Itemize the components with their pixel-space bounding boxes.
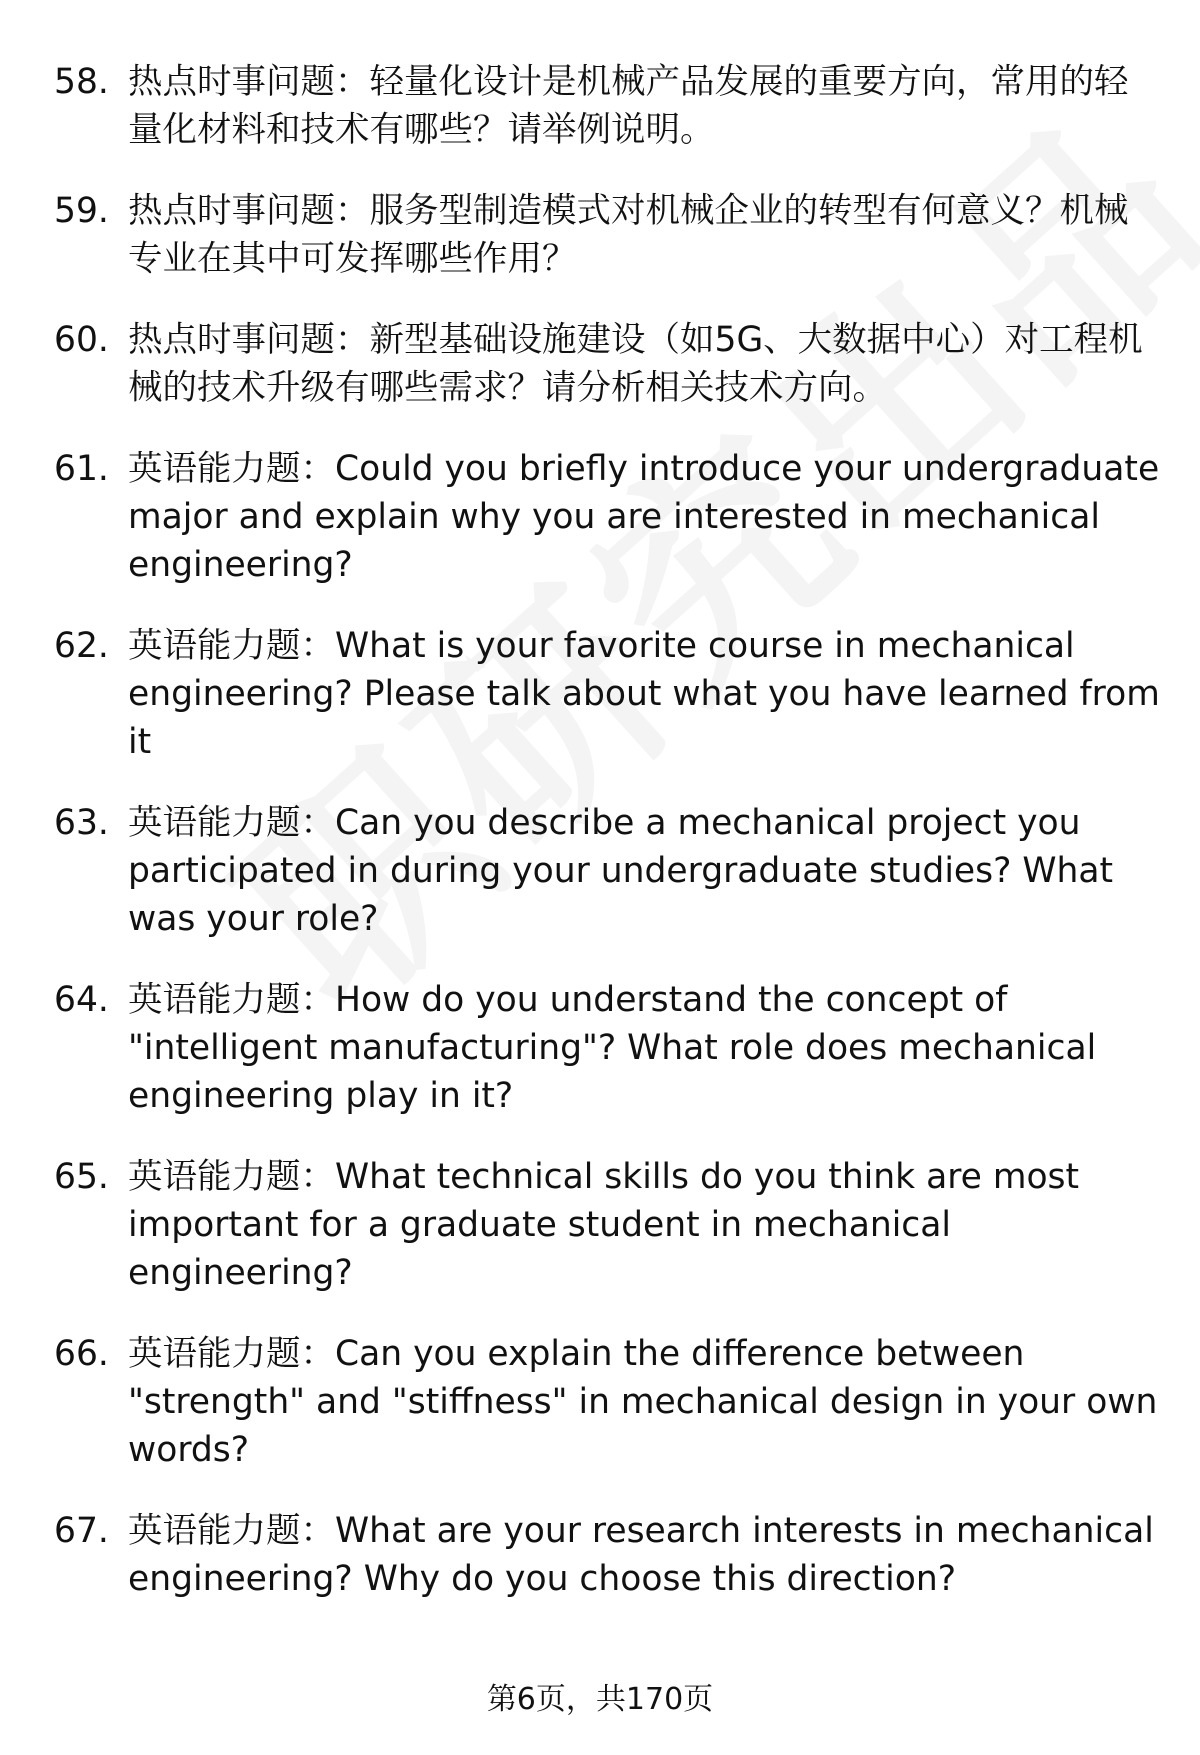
question-number: 65. bbox=[54, 1157, 109, 1197]
question-item bbox=[0, 976, 1200, 1120]
question-text: Could you briefly introduce your undergraduate major and explain why you are interested in mechanical engineering? bbox=[128, 449, 1160, 585]
question-category: 热点时事问题： bbox=[128, 191, 370, 231]
question-item bbox=[0, 445, 1200, 589]
question-number: 64. bbox=[54, 980, 109, 1020]
question-text: How do you understand the concept of "intelligent manufacturing"? What role does mechanical engineering play in it? bbox=[128, 980, 1097, 1116]
question-item bbox=[0, 1507, 1200, 1603]
question-category: 英语能力题： bbox=[128, 980, 335, 1020]
question-number: 62. bbox=[54, 626, 109, 666]
question-number: 67. bbox=[54, 1511, 109, 1551]
question-text: 服务型制造模式对机械企业的转型有何意义？机械专业在其中可发挥哪些作用？ bbox=[128, 191, 1129, 279]
question-number: 63. bbox=[54, 803, 109, 843]
question-number: 61. bbox=[54, 449, 109, 489]
question-item bbox=[0, 1330, 1200, 1474]
question-item bbox=[0, 58, 1200, 154]
question-number: 60. bbox=[54, 320, 109, 360]
question-category: 英语能力题： bbox=[128, 1334, 335, 1374]
question-number: 66. bbox=[54, 1334, 109, 1374]
question-category: 英语能力题： bbox=[128, 449, 335, 489]
question-category: 英语能力题： bbox=[128, 626, 335, 666]
question-category: 英语能力题： bbox=[128, 803, 335, 843]
question-number: 58. bbox=[54, 62, 109, 102]
question-text: 新型基础设施建设（如5G、大数据中心）对工程机械的技术升级有哪些需求？请分析相关技术方向。 bbox=[128, 320, 1143, 408]
question-text: 轻量化设计是机械产品发展的重要方向，常用的轻量化材料和技术有哪些？请举例说明。 bbox=[128, 62, 1129, 150]
question-number: 59. bbox=[54, 191, 109, 231]
question-item bbox=[0, 622, 1200, 766]
question-text: What is your favorite course in mechanical engineering? Please talk about what you have learned from it bbox=[128, 626, 1160, 762]
question-item bbox=[0, 1153, 1200, 1297]
question-text: Can you explain the difference between "strength" and "stiffness" in mechanical design in your own words? bbox=[128, 1334, 1158, 1470]
question-item bbox=[0, 187, 1200, 283]
question-list bbox=[0, 58, 1200, 1636]
question-text: Can you describe a mechanical project you participated in during your undergraduate studies? What was your role? bbox=[128, 803, 1114, 939]
question-category: 英语能力题： bbox=[128, 1511, 335, 1551]
question-category: 热点时事问题： bbox=[128, 62, 370, 102]
page-footer: 第6页，共170页 bbox=[486, 1682, 714, 1717]
question-text: What are your research interests in mechanical engineering? Why do you choose this direction? bbox=[128, 1511, 1154, 1599]
question-item bbox=[0, 316, 1200, 412]
question-item bbox=[0, 799, 1200, 943]
question-category: 热点时事问题： bbox=[128, 320, 370, 360]
question-category: 英语能力题： bbox=[128, 1157, 335, 1197]
question-text: What technical skills do you think are most important for a graduate student in mechanical engineering? bbox=[128, 1157, 1080, 1293]
